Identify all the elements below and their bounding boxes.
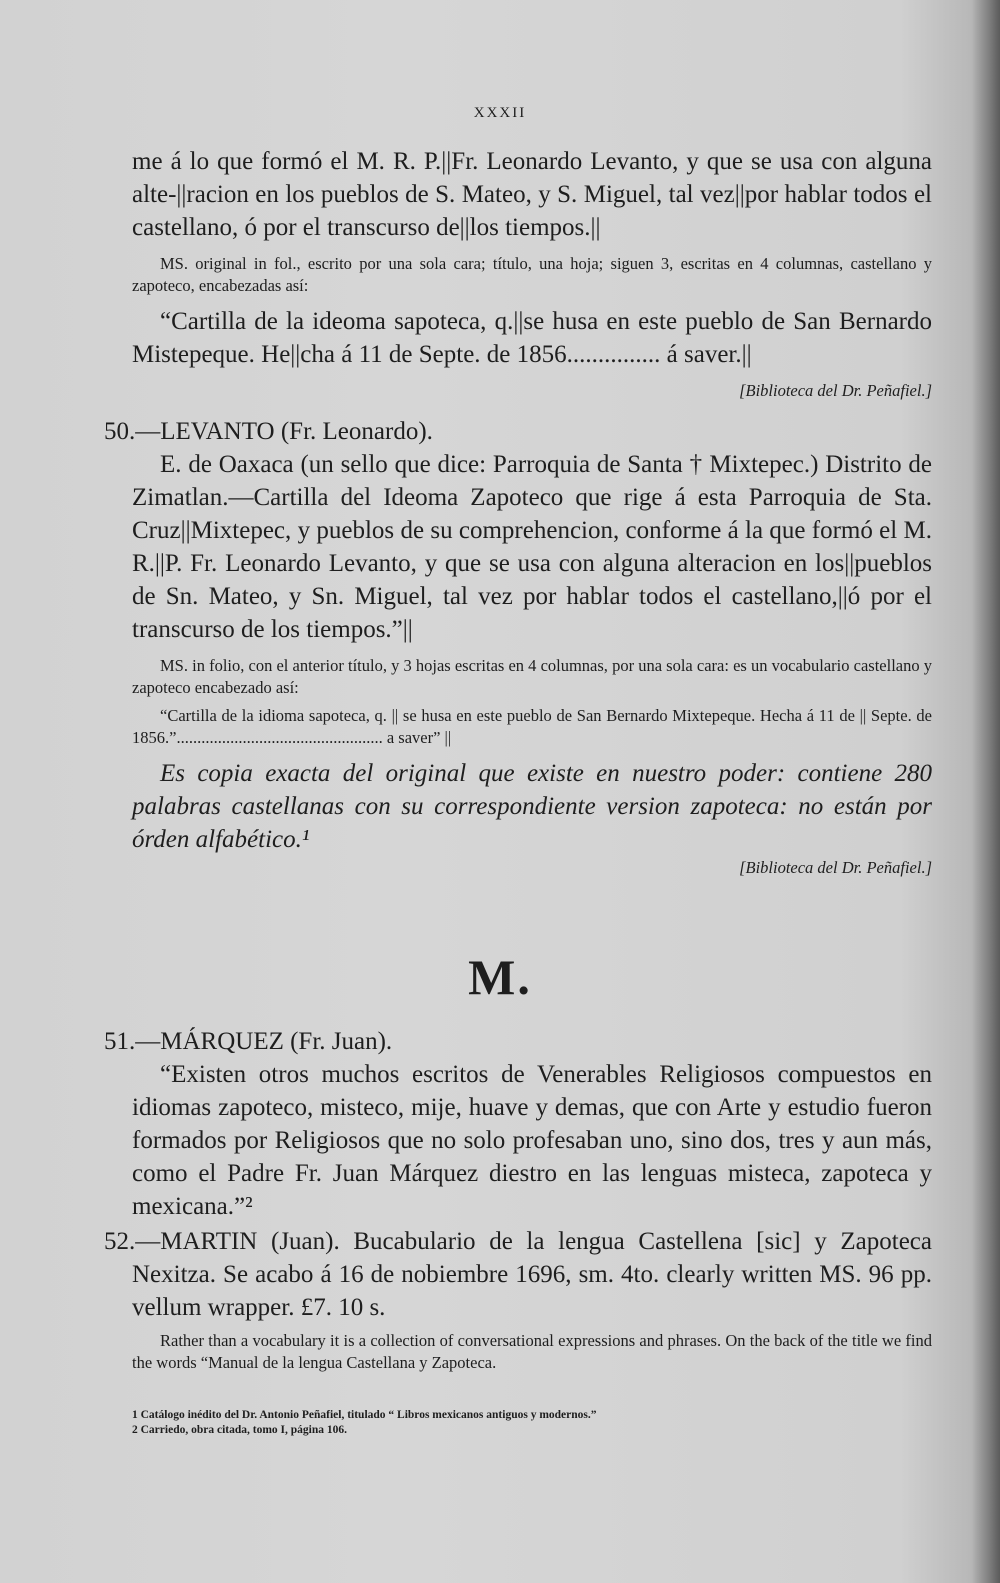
entry-50-quote-text: “Cartilla de la idioma sapoteca, q. || se husa en este pueblo de San Bernardo Mixtepeque. Hecha á 11 de || Septe. de 1856.”.................................................. a saver” || [132,706,932,747]
citation-1-text: [Biblioteca del Dr. Peñafiel.] [739,381,932,400]
ms-note-1 [132,253,932,297]
entry-50-ms-note [132,655,932,699]
quote-1 [132,305,932,371]
entry-50-ms-note-text: MS. in folio, con el anterior título, y 3 hojas escritas en 4 columnas, por una sola cara: es un vocabulario castellano y zapoteco encabezado así: [132,656,932,697]
entry-51-title: 51.—MÁRQUEZ (Fr. Juan). [104,1028,393,1055]
entry-50-quote [132,705,932,749]
entry-51-heading [104,1025,932,1058]
entry-50-body [132,448,932,646]
citation-2 [132,857,932,879]
section-letter: M. [468,949,532,1005]
citation-1 [132,380,932,402]
footnote-2: 2 Carriedo, obra citada, tomo I, página 106. [132,1424,347,1436]
entry-51-body-text: “Existen otros muchos escritos de Venerables Religiosos compuestos en idiomas zapoteco, misteco, mije, huave y demas, que con Arte y estudio fueron formados por Religiosos que no solo profesaban uno, sino dos, tres y aun más, como el Padre Fr. Juan Márquez diestro en las lenguas misteca, zapoteca y mexicana.”² [132,1061,932,1220]
entry-50-remark-text: Es copia exacta del original que existe en nuestro poder: contiene 280 palabras castellanas con su correspondiente version zapoteca: no están por órden alfabético.¹ [132,760,932,853]
footnotes [132,1408,932,1438]
entry-52-note-text: Rather than a vocabulary it is a collection of conversational expressions and phrases. On the back of the title we find the words “Manual de la lengua Castellana y Zapoteca. [132,1331,932,1372]
entry-50-title: 50.—LEVANTO (Fr. Leonardo). [104,418,433,445]
entry-50-heading [104,415,932,448]
entry-52-text: 52.—MARTIN (Juan). Bucabulario de la lengua Castellena [sic] y Zapoteca Nexitza. Se acabo á 16 de nobiembre 1696, sm. 4to. clearly written MS. 96 pp. vellum wrapper. £7. 10 s. [104,1228,932,1321]
continuation-paragraph [132,145,932,244]
citation-2-text: [Biblioteca del Dr. Peñafiel.] [739,858,932,877]
quote-1-text: “Cartilla de la ideoma sapoteca, q.||se husa en este pueblo de San Bernardo Mistepeque. He||cha á 11 de Septe. de 1856............... á saver.|| [132,308,932,368]
page-edge-shadow [972,0,1000,1583]
page-number: XXXII [473,105,527,121]
entry-52-heading [104,1225,932,1324]
footnote-1: 1 Catálogo inédito del Dr. Antonio Peñafiel, titulado “ Libros mexicanos antiguos y modernos.” [132,1409,597,1421]
entry-50-body-text: E. de Oaxaca (un sello que dice: Parroquia de Santa † Mixtepec.) Distrito de Zimatlan.—Cartilla del Ideoma Zapoteco que rige á esta Parroquia de Sta. Cruz||Mixtepec, y pueblos de su comprehencion, conforme á la que formó el M. R.||P. Fr. Leonardo Levanto, y que se usa con alguna alteracion en los||pueblos de Sn. Mateo, y Sn. Miguel, tal vez por hablar todos el castellano,||ó por el transcurso de los tiempos.”|| [132,451,932,643]
entry-50-remark [132,757,932,856]
entry-52-note [132,1330,932,1374]
continuation-text: me á lo que formó el M. R. P.||Fr. Leonardo Levanto, y que se usa con alguna alte-||racion en los pueblos de S. Mateo, y S. Miguel, tal vez||por hablar todos el castellano, ó por el transcurso de||los tiempos.|| [132,148,932,241]
entry-51-body [132,1058,932,1223]
ms-note-1-text: MS. original in fol., escrito por una sola cara; título, una hoja; siguen 3, escritas en 4 columnas, castellano y zapoteco, encabezadas así: [132,254,932,295]
